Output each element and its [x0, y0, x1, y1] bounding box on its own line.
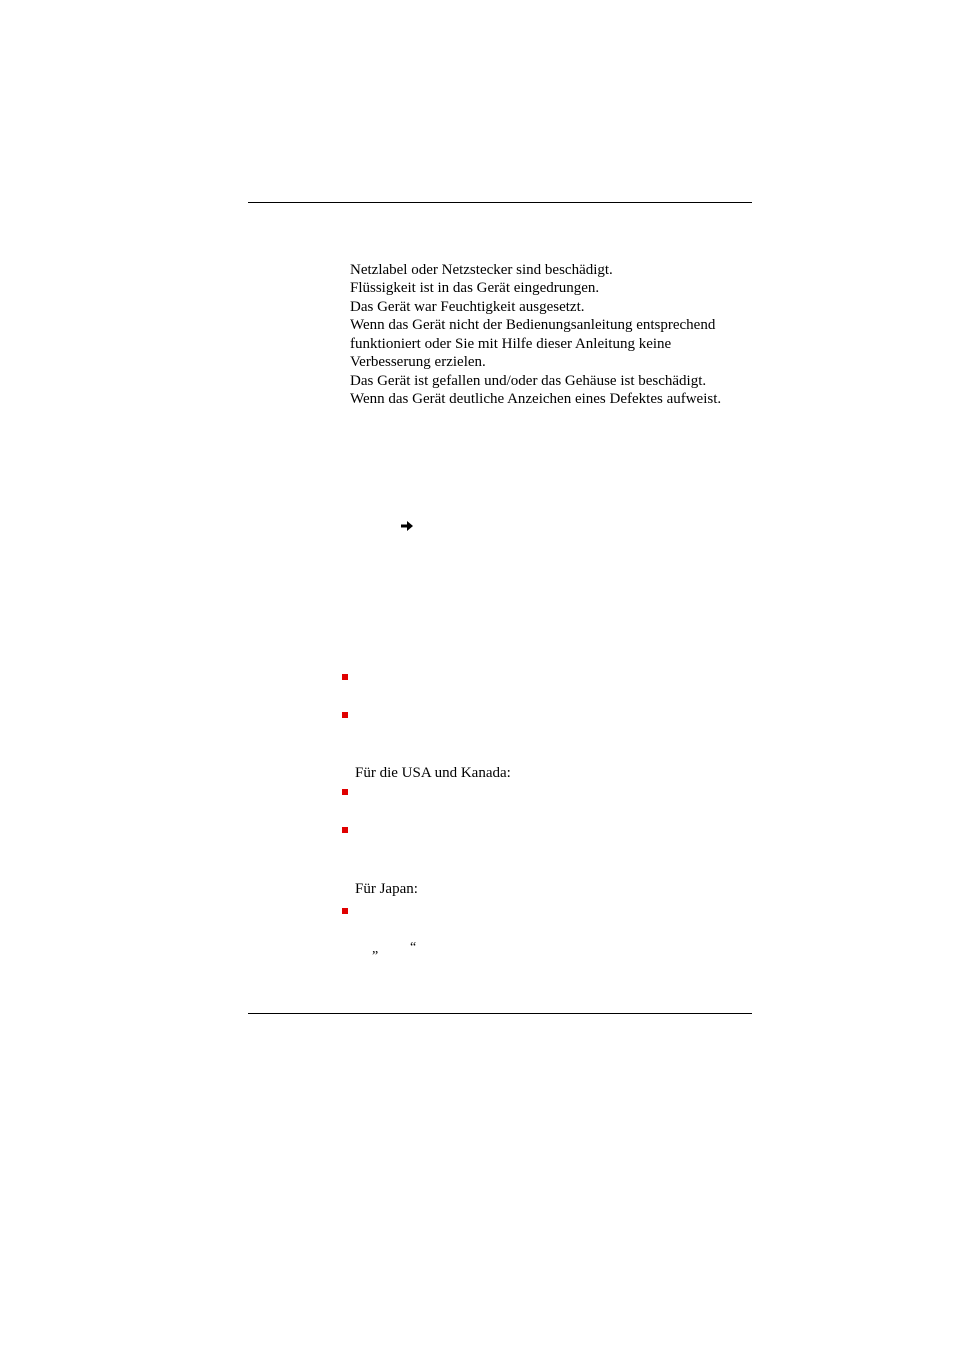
arrow-right-icon	[400, 519, 414, 533]
footer-rule	[248, 1013, 752, 1014]
region-label-japan: Für Japan:	[355, 881, 418, 897]
condition-line: funktioniert oder Sie mit Hilfe dieser Anleitung keine	[350, 336, 672, 352]
header-rule	[248, 202, 752, 203]
condition-line: Flüssigkeit ist in das Gerät eingedrungen.	[350, 280, 600, 296]
condition-line: Verbesserung erzielen.	[350, 354, 486, 370]
condition-line: Wenn das Gerät deutliche Anzeichen eines Defektes aufweist.	[350, 391, 722, 407]
square-bullet-icon	[342, 674, 348, 680]
square-bullet-icon	[342, 827, 348, 833]
condition-line: Das Gerät war Feuchtigkeit ausgesetzt.	[350, 299, 585, 315]
condition-line: Das Gerät ist gefallen und/oder das Gehäuse ist beschädigt.	[350, 373, 707, 389]
square-bullet-icon	[342, 712, 348, 718]
square-bullet-icon	[342, 789, 348, 795]
condition-line: Wenn das Gerät nicht der Bedienungsanleitung entsprechend	[350, 317, 716, 333]
closing-quote: ”	[372, 949, 379, 964]
condition-line: Netzlabel oder Netzstecker sind beschädigt.	[350, 262, 613, 278]
square-bullet-icon	[342, 908, 348, 914]
opening-quote: “	[410, 940, 417, 955]
region-label-usa-canada: Für die USA und Kanada:	[355, 765, 511, 781]
